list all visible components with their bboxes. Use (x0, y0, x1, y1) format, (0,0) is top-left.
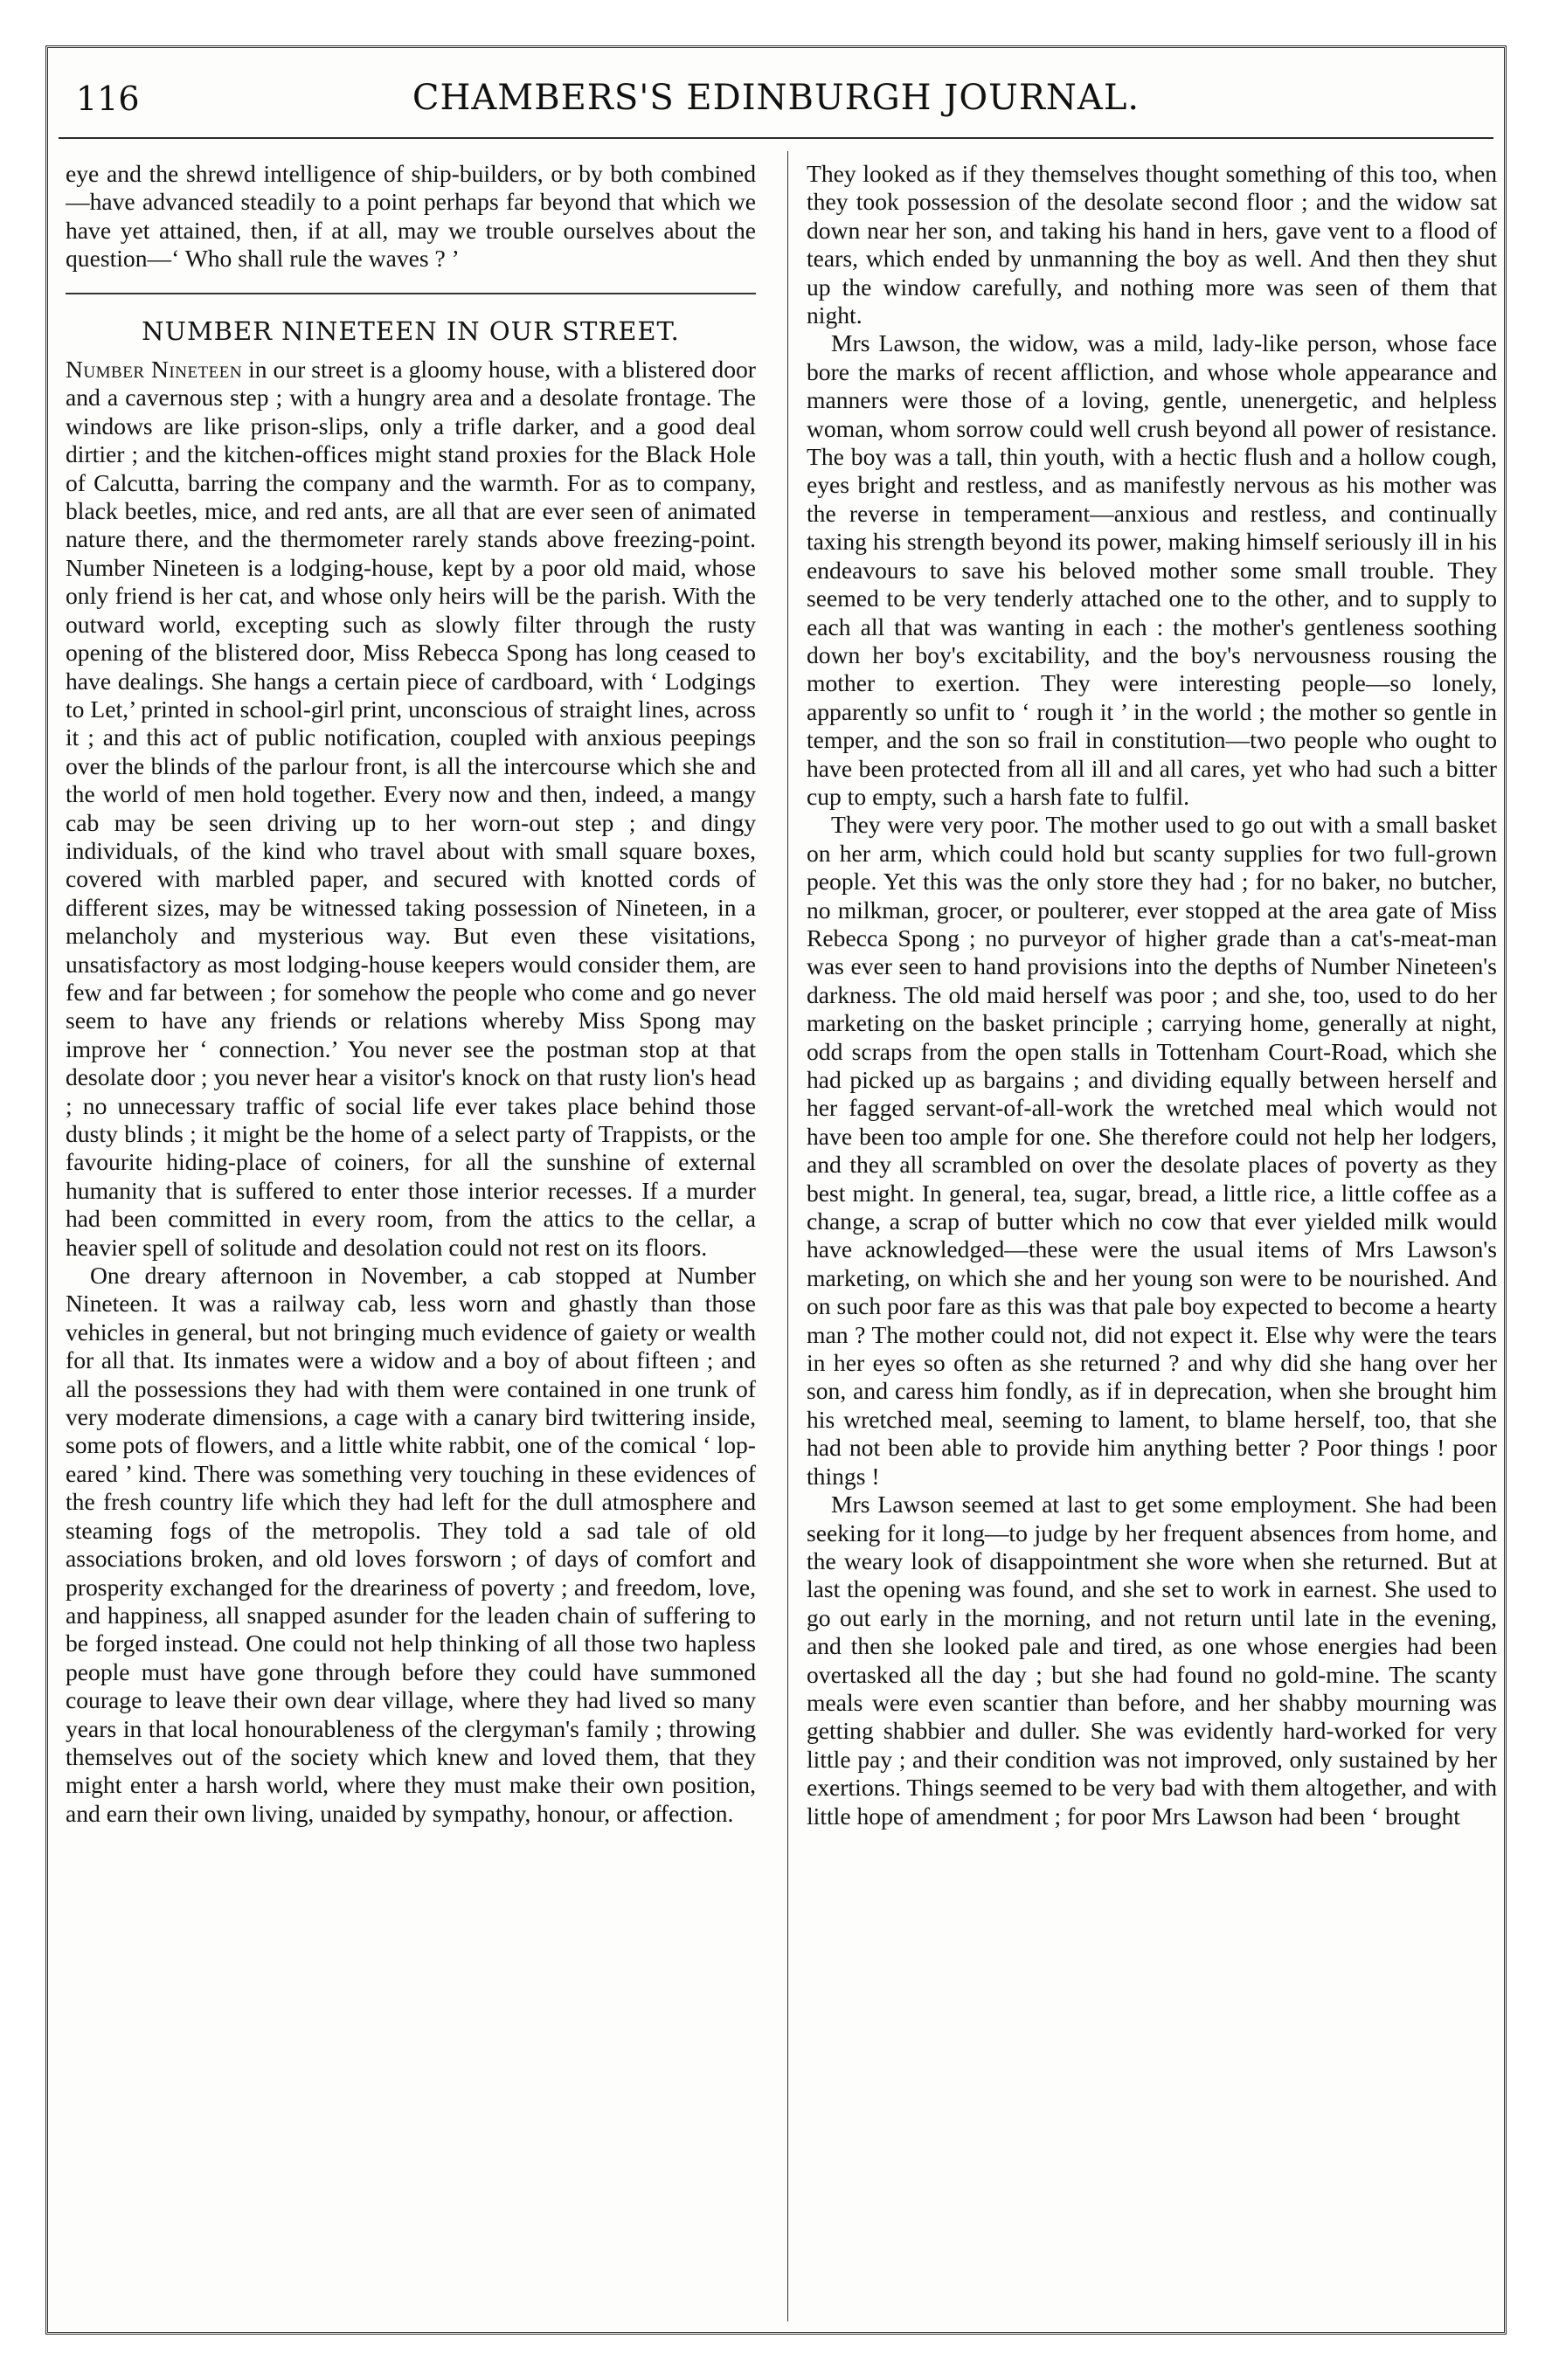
continuation-paragraph: eye and the shrewd intelligence of ship-builders, or by both combined—have advanced steadily to a point perhaps far beyond that which we have yet attained, then, if at all, may we trouble ourselves about the question—‘ Who shall rule the waves ? ’ (66, 160, 756, 273)
column-divider (787, 151, 788, 2321)
opening-words: Number Nineteen (66, 356, 243, 384)
article-paragraph: Mrs Lawson, the widow, was a mild, lady-like person, whose face bore the marks of recent affliction, and whose whole appearance and manners were those of a loving, gentle, unenergetic, and helpless woman, whom sorrow could well crush beyond all power of resistance. The boy was a tall, thin youth, with a hectic flush and a hollow cough, eyes bright and restless, and as manifestly nervous as his mother was the reverse in temperament—anxious and restless, and continually taxing his strength beyond its power, making himself seriously ill in his endeavours to save his beloved mother some small trouble. They seemed to be very tenderly attached one to the other, and to supply to each all that was wanting in each : the mother's gentleness soothing down her boy's excitability, and the boy's nervousness rousing the mother to exertion. They were interesting people—so lonely, apparently so unfit to ‘ rough it ’ in the world ; the mother so gentle in temper, and the son so frail in constitution—two people who ought to have been protected from all ill and all cares, yet who had such a bitter cup to empty, such a harsh fate to fulfil. (807, 329, 1497, 810)
page-number: 116 (76, 80, 140, 118)
article-paragraph (66, 356, 756, 1262)
journal-page (45, 45, 1507, 2335)
journal-title: CHAMBERS'S EDINBURGH JOURNAL. (412, 78, 1140, 118)
article-paragraph: One dreary afternoon in November, a cab stopped at Number Nineteen. It was a railway cab, less worn and ghastly than those vehicles in general, but not bringing much evidence of gaiety or wealth for all that. Its inmates were a widow and a boy of about fifteen ; and all the possessions they had with them were contained in one trunk of very moderate dimensions, a cage with a canary bird twittering inside, some pots of flowers, and a little white rabbit, one of the comical ‘ lop-eared ’ kind. There was something very touching in these evidences of the fresh country life which they had left for the dull atmosphere and steaming fogs of the metropolis. They told a sad tale of old associations broken, and old loves forsworn ; of days of comfort and prosperity exchanged for the dreariness of poverty ; and freedom, love, and happiness, all snapped asunder for the leaden chain of suffering to be forged instead. One could not help thinking of all those two hapless people must have gone through before they could have summoned courage to leave their own dear village, where they had lived so many years in that local honourableness of the clergyman's family ; throwing themselves out of the society which knew and loved them, that they might enter a harsh world, where they must make their own position, and earn their own living, unaided by sympathy, honour, or affection. (66, 1262, 756, 1827)
article-paragraph: Mrs Lawson seemed at last to get some employment. She had been seeking for it long—to judge by her frequent absences from home, and the weary look of disappointment she wore when she returned. But at last the opening was found, and she set to work in earnest. She used to go out early in the morning, and not return until late in the evening, and then she looked pale and tired, as one whose energies had been overtasked all the day ; but she had found no gold-mine. The scanty meals were even scantier than before, and her shabby mourning was getting shabbier and duller. She was evidently hard-worked for very little pay ; and their condition was not improved, only sustained by her exertions. Things seemed to be very bad with them altogether, and with little hope of amendment ; for poor Mrs Lawson had been ‘ brought (807, 1491, 1497, 1830)
right-column (807, 160, 1497, 2318)
article-paragraph: They were very poor. The mother used to go out with a small basket on her arm, which could hold but scanty supplies for two full-grown people. Yet this was the only store they had ; for no baker, no butcher, no milkman, grocer, or poulterer, ever stopped at the area gate of Miss Rebecca Spong ; no purveyor of higher grade than a cat's-meat-man was ever seen to hand provisions into the depths of Number Nineteen's darkness. The old maid herself was poor ; and she, too, used to do her marketing on the basket principle ; carrying home, generally at night, odd scraps from the open stalls in Tottenham Court-Road, which she had picked up as bargains ; and dividing equally between herself and her fagged servant-of-all-work the wretched meal which would not have been too ample for one. She therefore could not help her lodgers, and they all scrambled on over the desolate places of poverty as they best might. In general, tea, sugar, bread, a little rice, a little coffee as a change, a scrap of butter which no cow that ever yielded milk would have acknowledged—these were the usual items of Mrs Lawson's marketing, on which she and her young son were to be nourished. And on such poor fare as this was that pale boy expected to become a hearty man ? The mother could not, did not expect it. Else why were the tears in her eyes so often as she returned ? and why did she hang over her son, and caress him fondly, as if in deprecation, when she brought him his wretched meal, seeming to lament, to blame herself, too, that she had not been able to provide him anything better ? Poor things ! poor things ! (807, 811, 1497, 1490)
article-title: NUMBER NINETEEN IN OUR STREET. (142, 315, 680, 346)
left-column (66, 160, 756, 2318)
page-header (59, 59, 1493, 139)
paragraph-text: in our street is a gloomy house, with a blistered door and a cavernous step ; with a hungry area and a desolate frontage. The windows are like prison-slips, only a trifle darker, and a good deal dirtier ; and the kitchen-offices might stand proxies for the Black Hole of Calcutta, barring the company and the warmth. For as to company, black beetles, mice, and red ants, are all that are ever seen of animated nature there, and the thermometer rarely stands above freezing-point. Number Nineteen is a lodging-house, kept by a poor old maid, whose only friend is her cat, and whose only heirs will be the parish. With the outward world, excepting such as slowly filter through the rusty opening of the blistered door, Miss Rebecca Spong has long ceased to have dealings. She hangs a certain piece of cardboard, with ‘ Lodgings to Let,’ printed in school-girl print, unconscious of straight lines, across it ; and this act of public notification, coupled with anxious peepings over the blinds of the parlour front, is all the intercourse which she and the world of men hold together. Every now and then, indeed, a mangy cab may be seen driving up to her worn-out step ; and dingy individuals, of the kind who travel about with small square boxes, covered with marbled paper, and secured with knotted cords of different sizes, may be witnessed taking possession of Nineteen, in a melancholy and mysterious way. But even these visitations, unsatisfactory as most lodging-house keepers would consider them, are few and far between ; for somehow the people who come and go never seem to have any friends or relations whereby Miss Spong may improve her ‘ connection.’ You never see the postman stop at that desolate door ; you never hear a visitor's knock on that rusty lion's head ; no unnecessary traffic of social life ever takes place behind those dusty blinds ; it might be the home of a select party of Trappists, or the favourite hiding-place of coiners, for all the sunshine of external humanity that is suffered to enter those interior recesses. If a murder had been committed in every room, from the attics to the cellar, a heavier spell of solitude and desolation could not rest on its floors. (66, 356, 756, 1261)
article-separator (66, 293, 756, 294)
article-paragraph: They looked as if they themselves thought something of this too, when they took possession of the desolate second floor ; and the widow sat down near her son, and taking his hand in hers, gave vent to a flood of tears, which ended by unmanning the boy as well. And then they shut up the window carefully, and nothing more was seen of them that night. (807, 160, 1497, 329)
